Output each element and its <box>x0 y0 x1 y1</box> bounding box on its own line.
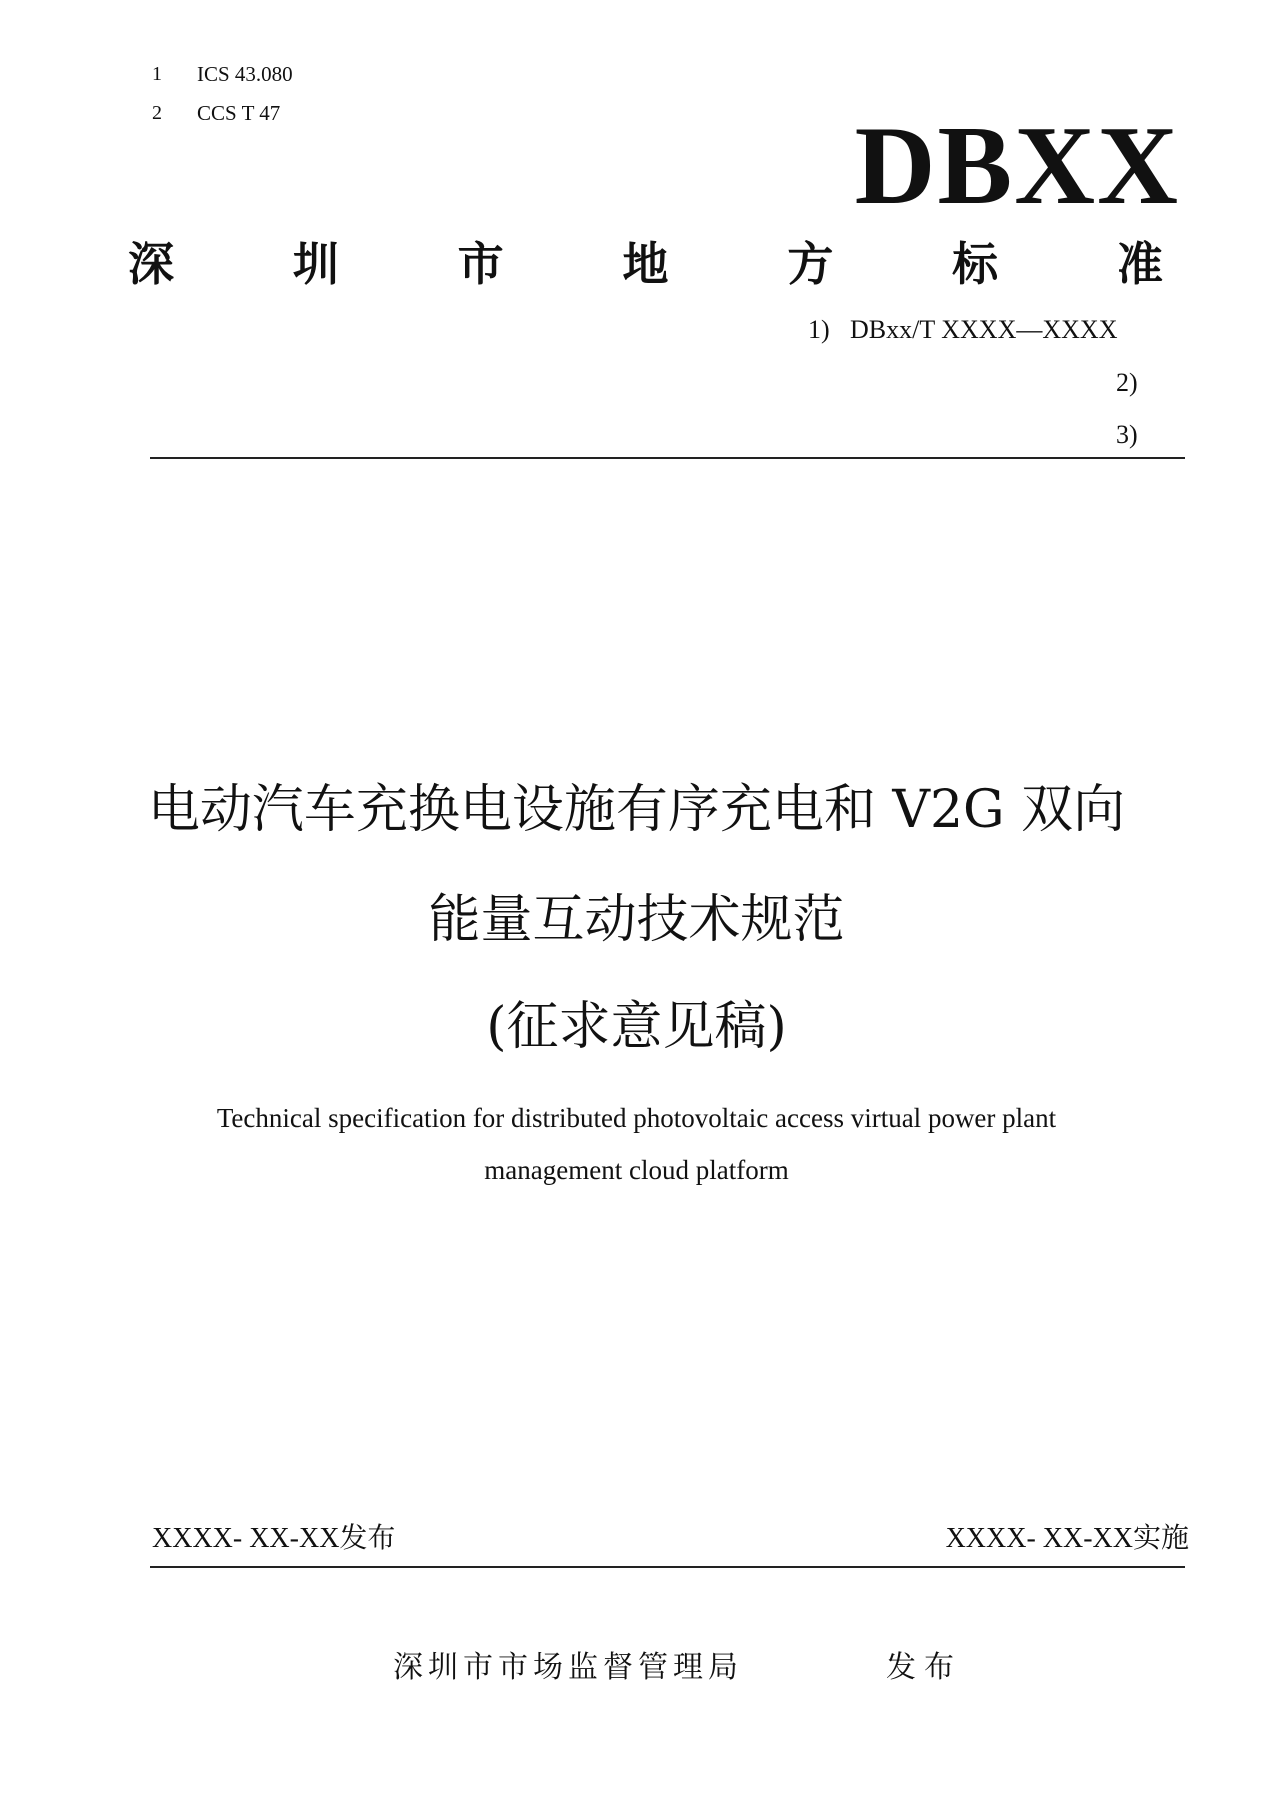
standard-type-char: 标 <box>952 237 999 291</box>
document-status: (征求意见稿) <box>486 997 787 1057</box>
publish-label: 发布 <box>886 1650 962 1685</box>
issue-date-value: XXXX- XX-XX <box>152 1523 340 1554</box>
standard-type-char: 准 <box>1116 237 1163 291</box>
standard-type-char: 深 <box>128 237 174 291</box>
header-divider <box>150 457 1185 459</box>
publisher-name: 深圳市市场监督管理局 <box>393 1650 743 1685</box>
line-number-1: 1 <box>152 63 162 85</box>
standard-type-title <box>128 236 1163 292</box>
dbxx-logo: DBXX <box>854 104 1180 228</box>
standard-type-char: 方 <box>787 237 834 291</box>
line-number-2: 2 <box>152 102 162 124</box>
implement-label: 实施 <box>1132 1521 1189 1554</box>
code-line-number-1: 1) <box>808 315 830 344</box>
standard-code: DBxx/T XXXX—XXXX <box>850 315 1118 344</box>
standard-type-char: 市 <box>457 237 504 291</box>
english-title-line-2: management cloud platform <box>484 1155 789 1185</box>
issue-date <box>152 1522 395 1555</box>
standard-type-char: 地 <box>622 237 669 291</box>
standard-type-char: 圳 <box>292 237 339 291</box>
code-line-number-3: 3) <box>1116 420 1138 449</box>
implement-date <box>946 1522 1189 1555</box>
english-title-line-1: Technical specification for distributed photovoltaic access virtual power plant <box>216 1103 1057 1133</box>
footer-divider <box>150 1566 1185 1568</box>
implement-date-value: XXXX- XX-XX <box>945 1523 1133 1554</box>
document-title-line-2: 能量互动技术规范 <box>428 890 845 950</box>
ics-code: ICS 43.080 <box>197 62 293 86</box>
document-title-line-1: 电动汽车充换电设施有序充电和 V2G 双向 <box>147 780 1126 840</box>
ccs-code: CCS T 47 <box>197 101 281 125</box>
code-line-number-2: 2) <box>1116 368 1138 397</box>
issue-label: 发布 <box>339 1521 396 1554</box>
